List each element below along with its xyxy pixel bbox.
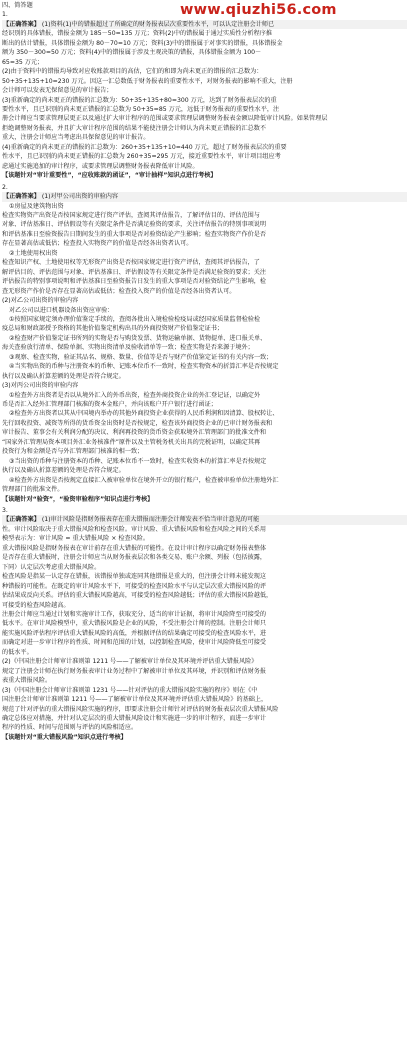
answer-line: 拒绝调整财务报表，并且扩大审计程序范围的结果不能使注册会计师认为尚未更正错报的汇总数不 <box>2 124 267 132</box>
answer-line: (3)重新确定的尚未更正的错报的汇总数为：50+35+135+80=300 万元，达到了财务报表层次的重 <box>2 96 277 104</box>
answer-line: 性水平，且已识别的尚未更正错报的汇总数为 260+35=295 万元，接近重要性水平，审计项目组应考 <box>2 153 281 161</box>
answer-line: 重大错报风险是指财务报表在审计前存在重大错报的可能性。在设计审计程序以确定财务报表整体 <box>2 544 267 552</box>
answer-line: 检查风险是指某一认定存在错报，该错报单独或连同其他错报是重大的，但注册会计师未能发现这 <box>2 573 267 581</box>
answer-line: “国家外汇管理局资本项目外汇业务核准件”原件以及主管税务机关出具的完税证明，以确定其再 <box>2 438 261 446</box>
answer-line: ②土地使用权出资 <box>9 249 58 257</box>
answer-line: 性。审计风险取决于重大错报风险和检查风险。审计风险、重大错报风险和检查风险之间的关系用 <box>2 525 267 533</box>
answer-line: 查无形资产作价是否存在显著高估或低估；检查投入资产的价值是否经各出资者认可。 <box>2 287 236 295</box>
answer-line: ①房屋及建筑物出资 <box>9 202 64 210</box>
knowledge-point-note: 【该题针对“审计重要性”，“应收账款的函证”，“审计抽样”知识点进行考核】 <box>2 172 217 180</box>
answer-line: 而确定对进一步审计程序的性质、时间和范围的计划，以控制检查风险，使审计风险降低至可接受 <box>2 639 267 647</box>
answer-label: 【正确答案】 <box>3 516 40 524</box>
answer-line: 册会计师应当要求管理层更正以及通过扩大审计程序的范围或要求管理层调整财务报表金额以降低审计风险。如果管理层 <box>2 115 328 123</box>
answer-line: 规范了针对评估的重大错报风险实施的程序，即要求注册会计师针对评估的财务报表层次重大错报风险 <box>2 705 279 713</box>
answer-line: 种错报的可能性。在既定的审计风险水平下，可接受的检查风险水平与认定层次重大错报风险的评 <box>2 582 267 590</box>
answer-line: 虑通过实施追加的审计程序，或要求管理层调整财务报表降低审计风险。 <box>2 162 199 170</box>
answer-page <box>2 1 407 1036</box>
question-number: 2. <box>2 183 8 191</box>
answer-line: 管理部门的批准文件。 <box>2 486 64 494</box>
answer-heading <box>2 515 407 524</box>
question-1 <box>2 10 407 180</box>
answer-line: 断出的估计错报，具体错报金额为 80－70=10 万元；资料(3)中的错报属于对事实的错报，具体错报金 <box>2 39 283 47</box>
answer-line: 能实施风险评估程序评估重大错报风险的高低，并根据评估的结果确定可接受的检查风险水平，进 <box>2 629 267 637</box>
answer-line: 解评估目的、评估范围与对象、评估基准日、评估假设等有关限定条件是否满足验资的要求；关注 <box>2 268 267 276</box>
question-number: 1. <box>2 11 8 19</box>
answer-line: 海关查验放行清单、保险单据、实物出资清单及验收清单等一致；检查实物是否来源于境外； <box>2 344 254 352</box>
answer-line: 对乙公司以进口机器设备出资应审验： <box>9 306 114 314</box>
answer-line: 执行以及确认折算差额的处理是否符合规定。 <box>2 467 125 475</box>
answer-line: 下同）认定层次考虑重大错报风险。 <box>2 563 101 571</box>
answer-line: (4)重新确定的尚未更正的错报的汇总数为：260+35+135+10=440 万元，超过了财务报表层次的重要 <box>2 143 287 151</box>
answer-line: ②检查财产价值鉴定证书所列的实物是否与购货发票、货物运输单据、货物提单、进口报关单、 <box>9 334 267 342</box>
answer-line: 额为 350－300=50 万元；资料(4)中的错报属于涉及主观决策的错报，具体错报金额为 100－ <box>2 49 262 57</box>
answer-line: 50+35+135+10=230 万元。因这一汇总数低于财务报表的重要性水平，对财务报表的影响不重大，注册 <box>2 77 293 85</box>
answer-lead: (1)对甲公司出资的审验内容 <box>41 193 119 201</box>
answer-line: 投资行为和金额是否与外汇管理部门核准的相一致； <box>2 448 144 456</box>
answer-line: (2)对乙公司出资的审验内容 <box>2 297 79 305</box>
answer-line: 检查实物资产出资是否按国家规定进行资产评估，查阅其评估报告，了解评估目的、评估范围与 <box>2 211 260 219</box>
answer-line: ③观察、检查实物，验证其品名、规格、数量、价值等是否与财产价值鉴定证书的有关内容一致； <box>9 353 273 361</box>
site-watermark: www.qiuzhi56.com <box>180 2 337 18</box>
section-title: 四、简答题 <box>2 2 33 9</box>
answer-line: ④当实物出资的币种与注册资本的币种、记账本位币不一致时，检查实物资本的折算汇率是否按规定 <box>9 363 279 371</box>
answer-label: 【正确答案】 <box>3 193 40 201</box>
question-2 <box>2 183 407 504</box>
answer-line: 和评估基准日至验资报告日期间发生的重大事项是否对验资结论产生影响；检查实物资产作价是否 <box>2 230 267 238</box>
answer-line: 估结果成反向关系。评估的重大错报风险越高，可接受的检查风险越低；评估的重大错报风险越低， <box>2 592 273 600</box>
answer-line: ②检查外方出资者以其从中国境内举办的其他外商投资企业获得的人民币利润和因清算、股权转让、 <box>9 410 279 418</box>
answer-body <box>2 525 407 733</box>
answer-line: (2)《中国注册会计师审计准则第 1211 号——了解被审计单位及其环境并评估重大错报风险》 <box>2 658 258 666</box>
answer-label: 【正确答案】 <box>3 20 40 28</box>
answer-line: ①按照国家规定须办理价值鉴定手续的，查阅各批出入境检验检疫局或经国家质量监督检验检 <box>9 315 261 323</box>
answer-line: 国注册会计师审计准则第 1211 号——了解被审计单位及其环境并评估重大错报风险》的基础上， <box>2 696 268 704</box>
answer-line: 确定总体应对措施，并针对认定层次的重大错报风险设计和实施进一步的审计程序，而进一步审计 <box>2 714 267 722</box>
answer-line: 65=35 万元； <box>2 58 44 66</box>
answer-line: 低水平。在审计风险模型中，重大错报风险是企业的风险，不受注册会计师的控制。注册会计师只 <box>2 620 267 628</box>
answer-heading <box>2 20 407 29</box>
answer-line: (3)对丙公司出资的审验内容 <box>2 382 79 390</box>
answer-line: 执行以及确认折算差额的处理是否符合规定。 <box>2 372 125 380</box>
answer-line: 先行回收投资、减资等所得的货币资金出资时是否按规定，检查该外商投资企业的已审计财务报表和 <box>2 419 273 427</box>
answer-line: 检查知识产权、土地使用权等无形资产出资是否按国家规定进行资产评估，查阅其评估报告，了 <box>2 259 260 267</box>
answer-line: 币是否汇入经外汇管理部门核准的资本金账户，并向该账户开户银行进行函证； <box>2 401 217 409</box>
question-3 <box>2 506 407 742</box>
answer-line: 要性水平，且已识别的尚未更正错报的汇总数为 50+35=85 万元，远低于财务报表的重要性水平，注 <box>2 105 280 113</box>
answer-line: 评估报告的特别事项说明和评估基准日至验资报告日发生的重大事项是否对验资结论产生影响，检 <box>2 278 267 286</box>
answer-line: (2)由于资料中的错报均导致对应收账款项目的高估，它们的和即为尚未更正的错报的汇总数为： <box>2 68 263 76</box>
answer-line: 存在显著高估或低估；检查投入实物资产的价值是否经各出资者认可。 <box>2 240 193 248</box>
answer-line: (3)《中国注册会计师审计准则第 1231 号——针对评估的重大错报风险实施的程序》则在《中 <box>2 686 258 694</box>
answer-line: 程序的性质、时间与范围则与评估的风险相适应。 <box>2 724 138 732</box>
answer-line: 是否存在重大错报时，注册会计师应当从财务报表层次和各类交易、账户余额、列报（包括披露， <box>2 554 267 562</box>
answer-line: 重大，注册会计师应当考虑出具保留意见的审计报告。 <box>2 134 150 142</box>
answer-line: 表重大错报风险。 <box>2 677 52 685</box>
answer-line: ④检查外方出资是否按规定直接汇入被审验单位在境外开立的银行账户，检查被审验单位注册地外汇 <box>9 476 279 484</box>
answer-line: 注册会计师应当通过计划和实施审计工作，获取充分、适当的审计证据，将审计风险降至可接受的 <box>2 611 267 618</box>
answer-line: 对象、评估基准日、评估假设等有关限定条件是否满足验资的要求，关注评估报告的特别事项说明 <box>2 221 267 229</box>
answer-lead: (1)资料(1)中的错报超过了所确定的财务报表层次重要性水平，可以认定注册会计师已 <box>41 20 275 28</box>
answer-line: ③当出资的币种与注册资本的币种、记账本位币不一致时，检查实收资本的折算汇率是否按规定 <box>9 457 267 465</box>
answer-body <box>2 29 407 171</box>
answer-lead: (1)审计风险是指财务报表存在重大错报而注册会计师发表不恰当审计意见的可能 <box>41 516 260 524</box>
answer-heading <box>2 192 407 201</box>
answer-body <box>2 202 407 495</box>
answer-line: 规定了注册会计师在执行财务报表审计业务过程中了解被审计单位及其环境，并识别和评估财务报 <box>2 667 267 675</box>
answer-line: ①检查外方出资者是否以从境外汇入的外币出资，检查外商投资企业的外汇登记证，以确定外 <box>9 391 261 399</box>
question-number: 3. <box>2 507 8 515</box>
answer-line: 模型表示为：审计风险 = 重大错报风险 × 检查风险。 <box>2 535 150 543</box>
answer-line: 可接受的检查风险越高。 <box>2 601 70 609</box>
answer-line: 疫总局和财政部授予资格的其他价值鉴定机构出具的外商投资财产价值鉴定证书； <box>2 325 224 333</box>
answer-line: 经识别的具体错报，错报金额为 185－50=135 万元；资料(2)中的错报属于通过实质性分析程序推 <box>2 30 273 38</box>
answer-line: 审计报告、董事会有关利润分配的决议、利润再投资的货币资金获取境外汇管理部门的批准文件和 <box>2 429 267 437</box>
knowledge-point-note: 【该题针对“验资”，“验资审验程序”知识点进行考核】 <box>2 495 154 503</box>
knowledge-point-note: 【该题针对“重大错报风险”知识点进行考核】 <box>2 733 127 741</box>
answer-line: 会计师可以发表无保留意见的审计报告； <box>2 87 113 95</box>
answer-line: 的低水平。 <box>2 648 33 656</box>
